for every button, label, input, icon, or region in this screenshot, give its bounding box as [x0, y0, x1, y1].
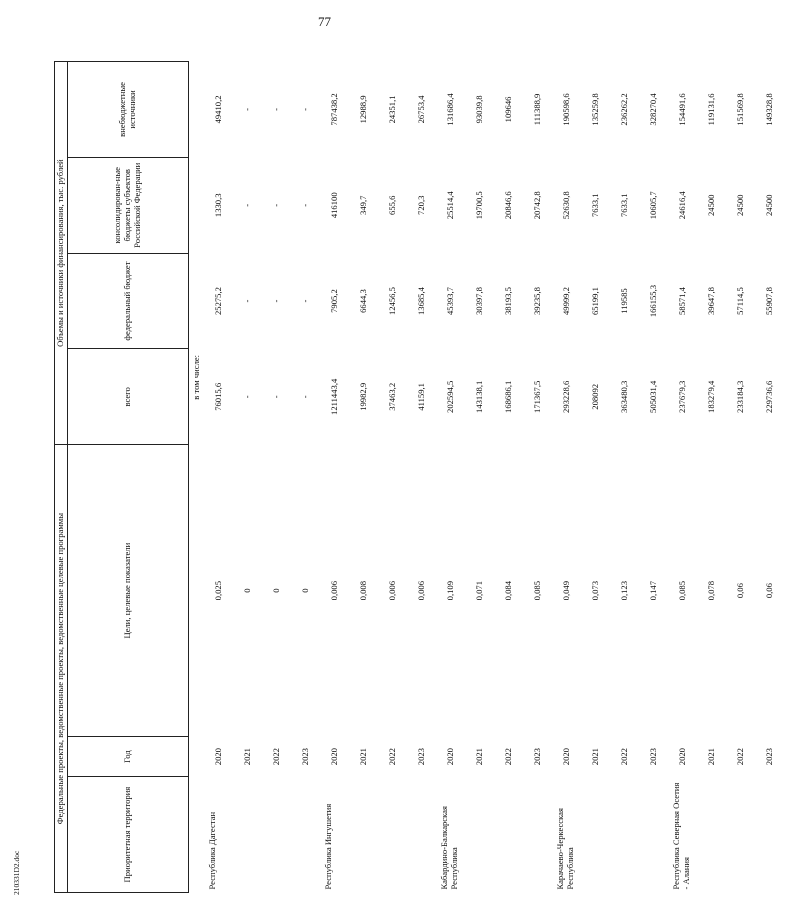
total-cell: 76015,6 [213, 382, 224, 411]
table-row [292, 62, 321, 893]
total-cell: 1211443,4 [329, 378, 340, 415]
regional-cell: 25514,4 [445, 191, 456, 220]
territory-cell [756, 777, 785, 893]
table-body [188, 62, 785, 893]
regional-cell: - [242, 203, 253, 207]
federal-cell: 39647,8 [706, 287, 717, 316]
table-row [408, 62, 437, 893]
extrabudget-cell: 154491,6 [677, 93, 688, 126]
goal-cell: 0,078 [706, 580, 717, 601]
territory-cell: Республика Ингушетия [322, 803, 333, 890]
extrabudget-cell: 111388,9 [532, 93, 543, 126]
year-cell: 2021 [706, 748, 717, 766]
federal-cell: 13685,4 [416, 287, 427, 316]
table-row [756, 62, 785, 893]
footer-filename: 210331D2.doc [12, 850, 21, 895]
table-row [524, 62, 553, 893]
regional-header: консолидирован-ные бюджеты субъектов Российской Федерации [67, 157, 188, 253]
federal-cell: 55907,8 [764, 287, 775, 316]
territory-cell [408, 777, 437, 893]
table-row [263, 62, 292, 893]
territory-cell [727, 777, 756, 893]
extrabudget-cell: 26753,4 [416, 95, 427, 124]
year-cell: 2021 [590, 748, 601, 766]
extrabudget-cell: 328270,4 [648, 93, 659, 126]
funding-title: Объемы и источники финансирования, тыс. рублей [55, 62, 68, 445]
regional-cell: 655,6 [387, 195, 398, 215]
extrabudget-cell: 93039,8 [474, 95, 485, 124]
regional-cell: 7633,1 [619, 193, 630, 218]
year-cell: 2021 [474, 748, 485, 766]
table-row [321, 62, 350, 893]
funding-table [54, 61, 785, 893]
total-cell: 202594,5 [445, 380, 456, 413]
total-cell: 19982,9 [358, 382, 369, 411]
total-cell: 41159,1 [416, 383, 427, 411]
territory-header: Приоритетная территория [67, 777, 188, 893]
table-row [553, 62, 582, 893]
goal-cell: 0,06 [764, 583, 775, 599]
territory-cell [698, 777, 727, 893]
table-row [466, 62, 495, 893]
year-header: Год [67, 737, 188, 777]
regional-cell: 24500 [706, 194, 717, 217]
total-cell: 37463,2 [387, 382, 398, 411]
federal-cell: 49999,2 [561, 287, 572, 316]
territory-cell [234, 777, 263, 893]
extrabudget-cell: 24351,1 [387, 95, 398, 124]
table-row [205, 62, 234, 893]
goals-header: Цели, целевые показатели [67, 445, 188, 737]
goal-cell: 0,025 [213, 580, 224, 601]
table-row [611, 62, 640, 893]
year-cell: 2020 [329, 748, 340, 766]
goal-cell: 0 [271, 588, 282, 593]
federal-cell: 7905,2 [329, 289, 340, 313]
table-header [55, 62, 189, 893]
extrabudget-cell: - [300, 108, 311, 111]
goal-cell: 0 [300, 588, 311, 593]
extrabudget-cell: 151569,8 [735, 93, 746, 126]
regional-cell: 52630,8 [561, 191, 572, 220]
goal-cell: 0,123 [619, 580, 630, 601]
regional-cell: 349,7 [358, 195, 369, 215]
goal-cell: 0,006 [387, 580, 398, 601]
goal-cell: 0,085 [677, 580, 688, 601]
table-row [379, 62, 408, 893]
goal-cell: 0,085 [532, 580, 543, 601]
regional-cell: - [271, 203, 282, 207]
goal-cell: 0,073 [590, 580, 601, 601]
table-row [727, 62, 756, 893]
year-cell: 2022 [271, 748, 282, 766]
federal-cell: 166155,3 [648, 284, 659, 318]
regional-cell: - [300, 203, 311, 207]
year-cell: 2022 [503, 748, 514, 766]
regional-cell: 720,3 [416, 195, 427, 215]
table-row [234, 62, 263, 893]
total-cell: 168686,1 [503, 380, 514, 413]
year-cell: 2023 [648, 748, 659, 766]
goal-cell: 0,06 [735, 583, 746, 599]
projects-title: Федеральные проекты, ведомственные проекты, ведомственные целевые программы [55, 445, 68, 893]
federal-header: федеральный бюджет [67, 253, 188, 349]
subheader-label: в том числе: [190, 354, 201, 400]
federal-cell: 12456,5 [387, 287, 398, 316]
table-row [437, 62, 466, 893]
extrabudget-cell: 135259,8 [590, 93, 601, 126]
territory-cell: Республика Дагестан [206, 811, 217, 890]
territory-cell [263, 777, 292, 893]
territory-cell [611, 777, 640, 893]
regional-cell: 19700,5 [474, 191, 485, 220]
year-cell: 2022 [387, 748, 398, 766]
extrabudget-cell: 131686,4 [445, 93, 456, 126]
year-cell: 2020 [445, 748, 456, 766]
goal-cell: 0,006 [329, 580, 340, 601]
total-cell: 171367,5 [532, 380, 543, 413]
year-cell: 2020 [561, 748, 572, 766]
federal-cell: 119585 [619, 288, 630, 314]
total-cell: - [300, 395, 311, 399]
goal-cell: 0 [242, 588, 253, 593]
federal-cell: - [242, 299, 253, 303]
rotated-table-container [54, 33, 775, 893]
territory-cell [350, 777, 379, 893]
regional-cell: 20846,6 [503, 191, 514, 220]
territory-cell [379, 777, 408, 893]
territory-cell [640, 777, 669, 893]
regional-cell: 20742,8 [532, 191, 543, 220]
extrabudget-header: внебюджетные источники [67, 62, 188, 158]
total-cell: 208092 [590, 383, 601, 410]
federal-cell: 58571,4 [677, 287, 688, 316]
table-row [640, 62, 669, 893]
territory-cell [466, 777, 495, 893]
total-cell: 233184,3 [735, 380, 746, 413]
total-cell: 229736,6 [764, 380, 775, 413]
total-cell: 293228,6 [561, 380, 572, 413]
total-cell: 183279,4 [706, 380, 717, 413]
territory-cell [582, 777, 611, 893]
territory-cell [292, 777, 321, 893]
regional-cell: 7633,1 [590, 193, 601, 218]
subheader-row [188, 62, 205, 893]
goal-cell: 0,084 [503, 580, 514, 601]
table-row [350, 62, 379, 893]
table-row [582, 62, 611, 893]
federal-cell: 6644,3 [358, 289, 369, 313]
federal-cell: 30397,8 [474, 287, 485, 316]
total-cell: - [242, 395, 253, 399]
federal-cell: 39235,8 [532, 287, 543, 316]
table-row [698, 62, 727, 893]
year-cell: 2022 [735, 748, 746, 766]
year-cell: 2022 [619, 748, 630, 766]
territory-cell [495, 777, 524, 893]
year-cell: 2021 [242, 748, 253, 766]
total-cell: 363480,3 [619, 380, 630, 413]
extrabudget-cell: 149328,8 [764, 93, 775, 126]
goal-cell: 0,109 [445, 580, 456, 601]
regional-cell: 24616,4 [677, 191, 688, 220]
total-cell: 237679,3 [677, 380, 688, 413]
year-cell: 2023 [532, 748, 543, 766]
total-cell: 143138,1 [474, 380, 485, 413]
extrabudget-cell: 12988,9 [358, 95, 369, 124]
table-row [669, 62, 698, 893]
extrabudget-cell: - [271, 108, 282, 111]
total-cell: - [271, 395, 282, 399]
regional-cell: 24500 [735, 194, 746, 217]
extrabudget-cell: 119131,6 [706, 93, 717, 126]
territory-cell: Карачаево-Черкесская Республика [554, 808, 575, 890]
federal-cell: - [300, 299, 311, 303]
extrabudget-cell: 49410,2 [213, 95, 224, 124]
federal-cell: 45393,7 [445, 287, 456, 316]
extrabudget-cell: - [242, 108, 253, 111]
goal-cell: 0,071 [474, 580, 485, 601]
extrabudget-cell: 236262,2 [619, 93, 630, 126]
federal-cell: 65199,1 [590, 287, 601, 316]
territory-cell [524, 777, 553, 893]
year-cell: 2023 [764, 748, 775, 766]
extrabudget-cell: 190598,6 [561, 93, 572, 126]
federal-cell: 25275,2 [213, 287, 224, 316]
goal-cell: 0,006 [416, 580, 427, 601]
goal-cell: 0,049 [561, 580, 572, 601]
year-cell: 2021 [358, 748, 369, 766]
federal-cell: - [271, 299, 282, 303]
regional-cell: 1330,3 [213, 193, 224, 218]
regional-cell: 10605,7 [648, 191, 659, 220]
regional-cell: 24500 [764, 194, 775, 217]
federal-cell: 38193,5 [503, 287, 514, 316]
extrabudget-cell: 787438,2 [329, 93, 340, 126]
total-header: всего [67, 349, 188, 445]
page-number: 77 [318, 14, 331, 29]
goal-cell: 0,147 [648, 580, 659, 601]
table-row [495, 62, 524, 893]
total-cell: 505031,4 [648, 380, 659, 413]
goal-cell: 0,008 [358, 580, 369, 601]
year-cell: 2023 [300, 748, 311, 766]
territory-cell: Республика Северная Осетия - Алания [670, 782, 691, 890]
extrabudget-cell: 109646 [503, 96, 514, 123]
year-cell: 2023 [416, 748, 427, 766]
regional-cell: 416100 [329, 192, 340, 219]
federal-cell: 57114,5 [735, 287, 746, 315]
year-cell: 2020 [677, 748, 688, 766]
territory-cell: Кабардино-Балкарская Республика [438, 806, 459, 890]
year-cell: 2020 [213, 748, 224, 766]
